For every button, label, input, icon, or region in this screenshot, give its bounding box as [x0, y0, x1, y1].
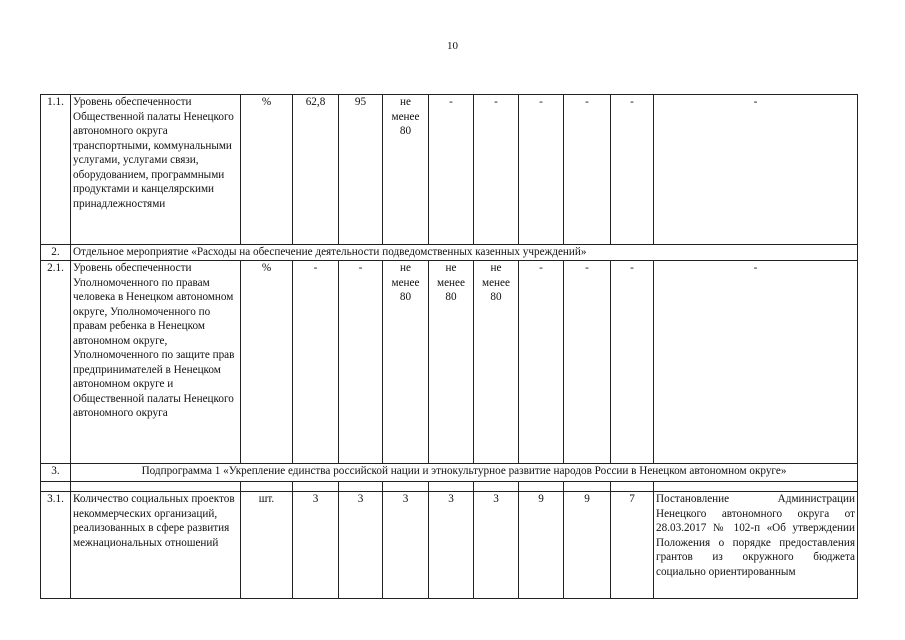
value-cell: -: [429, 95, 474, 245]
document-cell: Постановление Администрации Ненецкого автономного округа от 28.03.2017 № 102-п «Об утверждении Положения о порядке предоставления грантов из окружного бюджета социально ориентированным: [654, 492, 858, 599]
value-cell: -: [339, 261, 383, 464]
section-title: Подпрограмма 1 «Укрепление единства российской нации и этнокультурное развитие народов России в Ненецком автономном округе»: [71, 464, 858, 482]
value-cell: -: [293, 261, 339, 464]
value-cell: -: [519, 95, 564, 245]
value-cell: 3: [429, 492, 474, 599]
value-cell: -: [564, 261, 611, 464]
table-row: [41, 261, 858, 464]
value-cell: 95: [339, 95, 383, 245]
value-cell: не менее 80: [383, 261, 429, 464]
value-cell: 62,8: [293, 95, 339, 245]
row-number: 3.: [41, 464, 71, 482]
value-cell: -: [564, 95, 611, 245]
value-cell: 7: [611, 492, 654, 599]
spacer-row: [41, 482, 858, 492]
section-title: Отдельное мероприятие «Расходы на обеспечение деятельности подведомственных казенных учреждений»: [71, 245, 858, 261]
row-number: 2.: [41, 245, 71, 261]
table-row: [41, 95, 858, 245]
value-cell: 3: [339, 492, 383, 599]
value-cell: 3: [474, 492, 519, 599]
row-number: 3.1.: [41, 492, 71, 599]
unit-cell: шт.: [241, 492, 293, 599]
value-cell: не менее 80: [474, 261, 519, 464]
value-cell: -: [474, 95, 519, 245]
value-cell: 9: [564, 492, 611, 599]
row-number: 2.1.: [41, 261, 71, 464]
value-cell: -: [611, 95, 654, 245]
unit-cell: %: [241, 261, 293, 464]
table-row: [41, 492, 858, 599]
document-cell: -: [654, 95, 858, 245]
indicator-name: Уровень обеспеченности Уполномоченного по правам человека в Ненецком автономном округе, Уполномоченного по правам ребенка в Ненецком автономном округе, Уполномоченного по защите прав предпринимателей в Ненецком автономном округе и Общественной палаты Ненецкого автономного округа: [71, 261, 241, 464]
value-cell: не менее 80: [383, 95, 429, 245]
value-cell: не менее 80: [429, 261, 474, 464]
section-row: [41, 245, 858, 261]
unit-cell: %: [241, 95, 293, 245]
indicators-table: [40, 94, 858, 599]
value-cell: -: [519, 261, 564, 464]
value-cell: 9: [519, 492, 564, 599]
value-cell: 3: [293, 492, 339, 599]
value-cell: 3: [383, 492, 429, 599]
row-number: 1.1.: [41, 95, 71, 245]
indicator-name: Уровень обеспеченности Общественной палаты Ненецкого автономного округа транспортными, коммунальными услугами, услугами связи, оборудованием, программными продуктами и канцелярскими принадлежностями: [71, 95, 241, 245]
document-cell: -: [654, 261, 858, 464]
value-cell: -: [611, 261, 654, 464]
page-number: 10: [447, 40, 458, 52]
indicator-name: Количество социальных проектов некоммерческих организаций, реализованных в сфере развития межнациональных отношений: [71, 492, 241, 599]
section-row: [41, 464, 858, 482]
